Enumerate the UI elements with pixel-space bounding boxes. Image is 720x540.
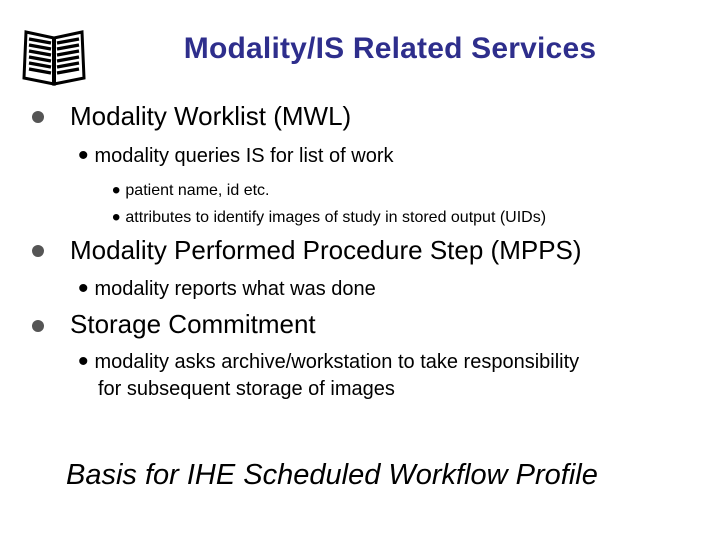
bullet-dot — [32, 320, 44, 332]
bullet-mpps: Modality Performed Procedure Step (MPPS) — [70, 235, 582, 265]
sub-bullet-storage — [78, 346, 698, 402]
sub-sub-bullet-text: attributes to identify images of study in stored output (UIDs) — [125, 209, 547, 226]
sub-sub-bullet-text: patient name, id etc. — [125, 182, 270, 199]
open-book-icon — [18, 28, 90, 88]
sub-bullet-text-line2: for subsequent storage of images — [98, 378, 395, 400]
bullet-dot — [32, 111, 44, 123]
sub-sub-bullet-marker: • — [112, 177, 121, 204]
sub-sub-bullet-marker: • — [112, 204, 121, 231]
sub-bullet-marker: • — [78, 272, 89, 305]
bullet-mwl: Modality Worklist (MWL) — [70, 101, 352, 131]
bullet-storage-commitment: Storage Commitment — [70, 309, 316, 339]
sub-sub-bullet-patient — [112, 174, 270, 202]
sub-sub-bullet-uids — [112, 201, 546, 229]
footer-note: Basis for IHE Scheduled Workflow Profile — [66, 459, 598, 491]
sub-bullet-mwl — [78, 139, 394, 172]
sub-bullet-text-line1: modality asks archive/workstation to take responsibility — [94, 351, 580, 373]
bullet-dot — [32, 245, 44, 257]
slide-title: Modality/IS Related Services — [183, 32, 597, 65]
sub-bullet-marker: • — [78, 345, 89, 378]
sub-bullet-marker: • — [78, 139, 89, 172]
sub-bullet-mpps — [78, 272, 376, 305]
sub-bullet-text: modality reports what was done — [94, 278, 376, 300]
sub-bullet-text: modality queries IS for list of work — [94, 145, 394, 167]
